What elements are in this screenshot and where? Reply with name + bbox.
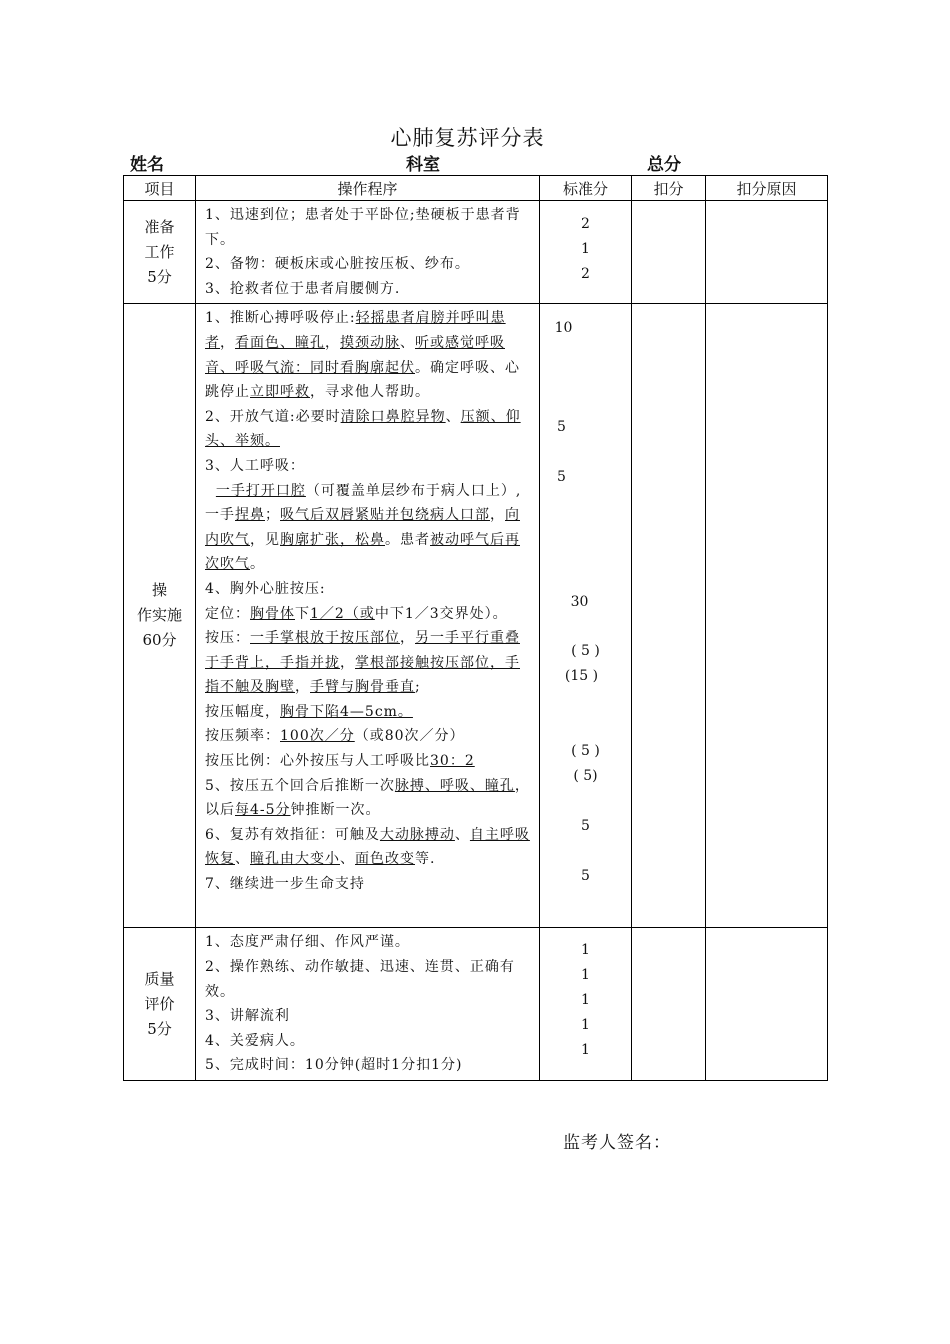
deduction-reason-cell[interactable] [706,304,828,928]
standard-points: 2 1 2 [540,201,632,304]
column-header: 操作程序 [196,176,540,201]
column-header: 扣分 [632,176,706,201]
table-row [124,304,828,928]
section-label: 准备 工作 5分 [124,201,196,304]
column-header: 项目 [124,176,196,201]
examiner-signature-label: 监考人签名： [563,1133,671,1153]
deduction-cell[interactable] [632,304,706,928]
table-row [124,928,828,1081]
column-header: 扣分原因 [706,176,828,201]
page-title: 心肺复苏评分表 [390,126,545,150]
table-header-row [124,176,828,201]
name-label: 姓名 [130,155,164,175]
procedure-steps: 1、迅速到位；患者处于平卧位;垫硬板于患者背下。 2、备物：硬板床或心脏按压板、纱布。 3、抢救者位于患者肩腰侧方. [196,201,540,304]
total-score-label: 总分 [647,155,681,175]
column-header: 标准分 [540,176,632,201]
deduction-reason-cell[interactable] [706,928,828,1081]
table-row [124,201,828,304]
section-label: 质量 评价 5分 [124,928,196,1081]
procedure-steps: 1、态度严肃仔细、作风严谨。 2、操作熟练、动作敏捷、迅速、连贯、正确有效。 3、讲解流利 4、关爱病人。 5、完成时间：10分钟(超时1分扣1分) [196,928,540,1081]
standard-points: 1 1 1 1 1 [540,928,632,1081]
scoring-table [123,175,828,1081]
deduction-cell[interactable] [632,928,706,1081]
procedure-steps: 1、推断心搏呼吸停止:轻摇患者肩膀并呼叫患者，看面色、瞳孔，摸颈动脉、听或感觉呼吸音、呼吸气流：同时看胸廓起伏。确定呼吸、心跳停止立即呼救，寻求他人帮助。 2、开放气道:必要时清除口鼻腔异物、压额、仰头、举颏。 3、人工呼吸： 一手打开口腔（可覆盖单层纱布于病人口上）,一手捏鼻；吸气后双唇紧贴并包绕病人口部，向内吹气，见胸廓扩张，松鼻。患者被动呼气后再次吹气。 4、胸外心脏按压: 定位：胸骨体下1／2（或中下1／3交界处）。 按压：一手掌根放于按压部位，另一手平行重叠于手背上，手指并拢，掌根部接触按压部位，手指不触及胸壁，手臂与胸骨垂直; 按压幅度，胸骨下陷4—5cm。 按压频率：100次／分（或80次／分） 按压比例：心外按压与人工呼吸比30：2 5、按压五个回合后推断一次脉搏、呼吸、瞳孔，以后每4-5分钟推断一次。 6、复苏有效指征：可触及大动脉搏动、自主呼吸恢复、瞳孔由大变小、面色改变等. 7、继续进一步生命支持 [196,304,540,928]
deduction-cell[interactable] [632,201,706,304]
standard-points: 10 5 5 30 ( 5 ) (15 ) ( 5 ) ( 5) 5 5 [540,304,632,928]
section-label: 操 作实施 60分 [124,304,196,928]
department-label: 科室 [406,155,440,175]
deduction-reason-cell[interactable] [706,201,828,304]
